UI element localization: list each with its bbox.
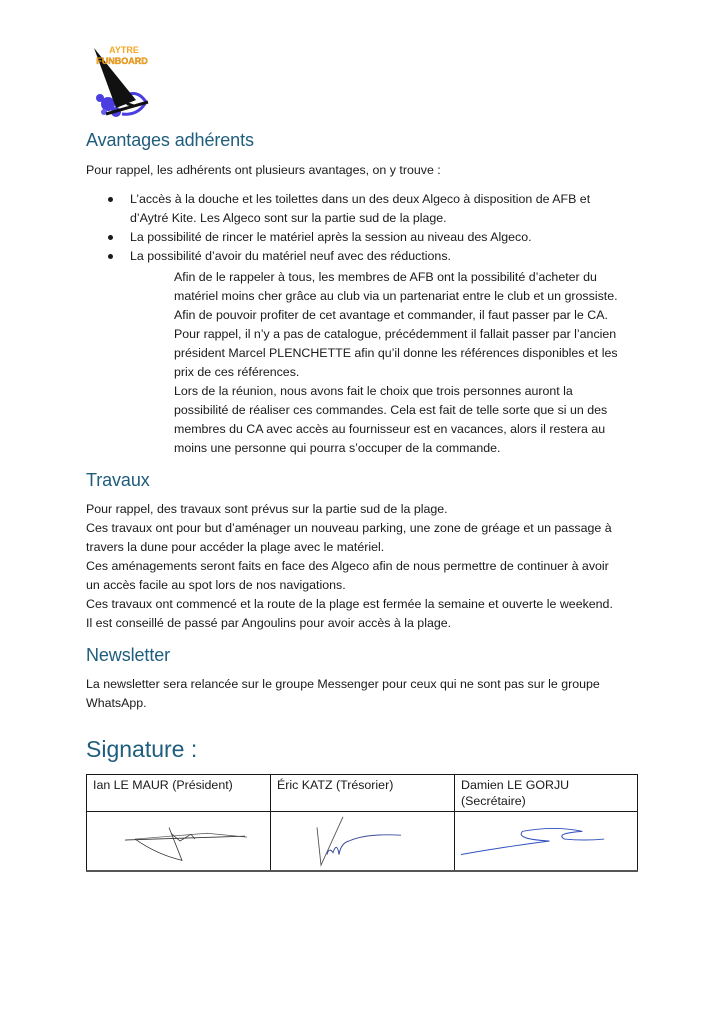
signature-table bbox=[86, 774, 638, 872]
avantages-list bbox=[86, 190, 590, 266]
signer-secretaire: Damien LE GORJU (Secrétaire) bbox=[455, 775, 638, 812]
aytre-funboard-logo bbox=[86, 42, 158, 120]
travaux-body: Pour rappel, des travaux sont prévus sur la partie sud de la plage. Ces travaux ont pour but d’aménager un nouveau parking, une zone de gréage et un passage à travers la dune pour accéder la plage avec le matériel. Ces aménagements seront faits en face des Algeco afin de nous permettre de continuer à avoir un accès facile au spot lors de nos navigations. Ces travaux ont commencé et la route de la plage est fermée la semaine et ouverte le weekend. Il est conseillé de passé par Angoulins pour avoir accès à la plage. bbox=[86, 502, 613, 630]
windsurfer-icon bbox=[86, 42, 158, 120]
svg-text:AYTRE: AYTRE bbox=[109, 45, 139, 55]
signature-cell-president bbox=[87, 812, 271, 872]
newsletter-body: La newsletter sera relancée sur le groupe Messenger pour ceux qui ne sont pas sur le groupe WhatsApp. bbox=[86, 677, 600, 710]
signature-cell-tresorier bbox=[271, 812, 455, 872]
list-item: La possibilité d’avoir du matériel neuf avec des réductions. bbox=[86, 247, 590, 266]
heading-signature: Signature : bbox=[86, 736, 198, 762]
signature-cell-secretaire bbox=[455, 812, 638, 872]
list-item: L’accès à la douche et les toilettes dans un des deux Algeco à disposition de AFB et d’Aytré Kite. Les Algeco sont sur la partie sud de la plage. bbox=[86, 190, 590, 228]
heading-avantages: Avantages adhérents bbox=[86, 130, 254, 150]
avantages-details: Afin de le rappeler à tous, les membres de AFB ont la possibilité d’acheter du matériel moins cher grâce au club via un partenariat entre le club et un grossiste. Afin de pouvoir profiter de cet avantage et commander, il faut passer par le CA. Pour rappel, il n’y a pas de catalogue, précédemment il fallait passer par l’ancien président Marcel PLENCHETTE afin qu’il donne les références disponibles et les prix de ces références. Lors de la réunion, nous avons fait le choix que trois personnes auront la possibilité de réaliser ces commandes. Cela est fait de telle sorte que si un des membres du CA avec accès au fournisseur est en vacances, alors il restera au moins une personne qui pourra s’occuper de la commande. bbox=[174, 270, 618, 455]
bullet-icon bbox=[108, 254, 113, 259]
signature-tresorier-icon bbox=[271, 812, 454, 870]
bullet-icon bbox=[108, 197, 113, 202]
signature-president-icon bbox=[87, 812, 270, 870]
signer-tresorier: Éric KATZ (Trésorier) bbox=[271, 775, 455, 812]
heading-travaux: Travaux bbox=[86, 470, 150, 490]
svg-text:FUNBOARD: FUNBOARD bbox=[96, 56, 148, 66]
signer-president: Ian LE MAUR (Président) bbox=[87, 775, 271, 812]
list-item: La possibilité de rincer le matériel après la session au niveau des Algeco. bbox=[86, 228, 590, 247]
avantages-intro: Pour rappel, les adhérents ont plusieurs avantages, on y trouve : bbox=[86, 163, 441, 177]
bullet-icon bbox=[108, 235, 113, 240]
signature-secretaire-icon bbox=[455, 812, 637, 870]
heading-newsletter: Newsletter bbox=[86, 645, 171, 665]
